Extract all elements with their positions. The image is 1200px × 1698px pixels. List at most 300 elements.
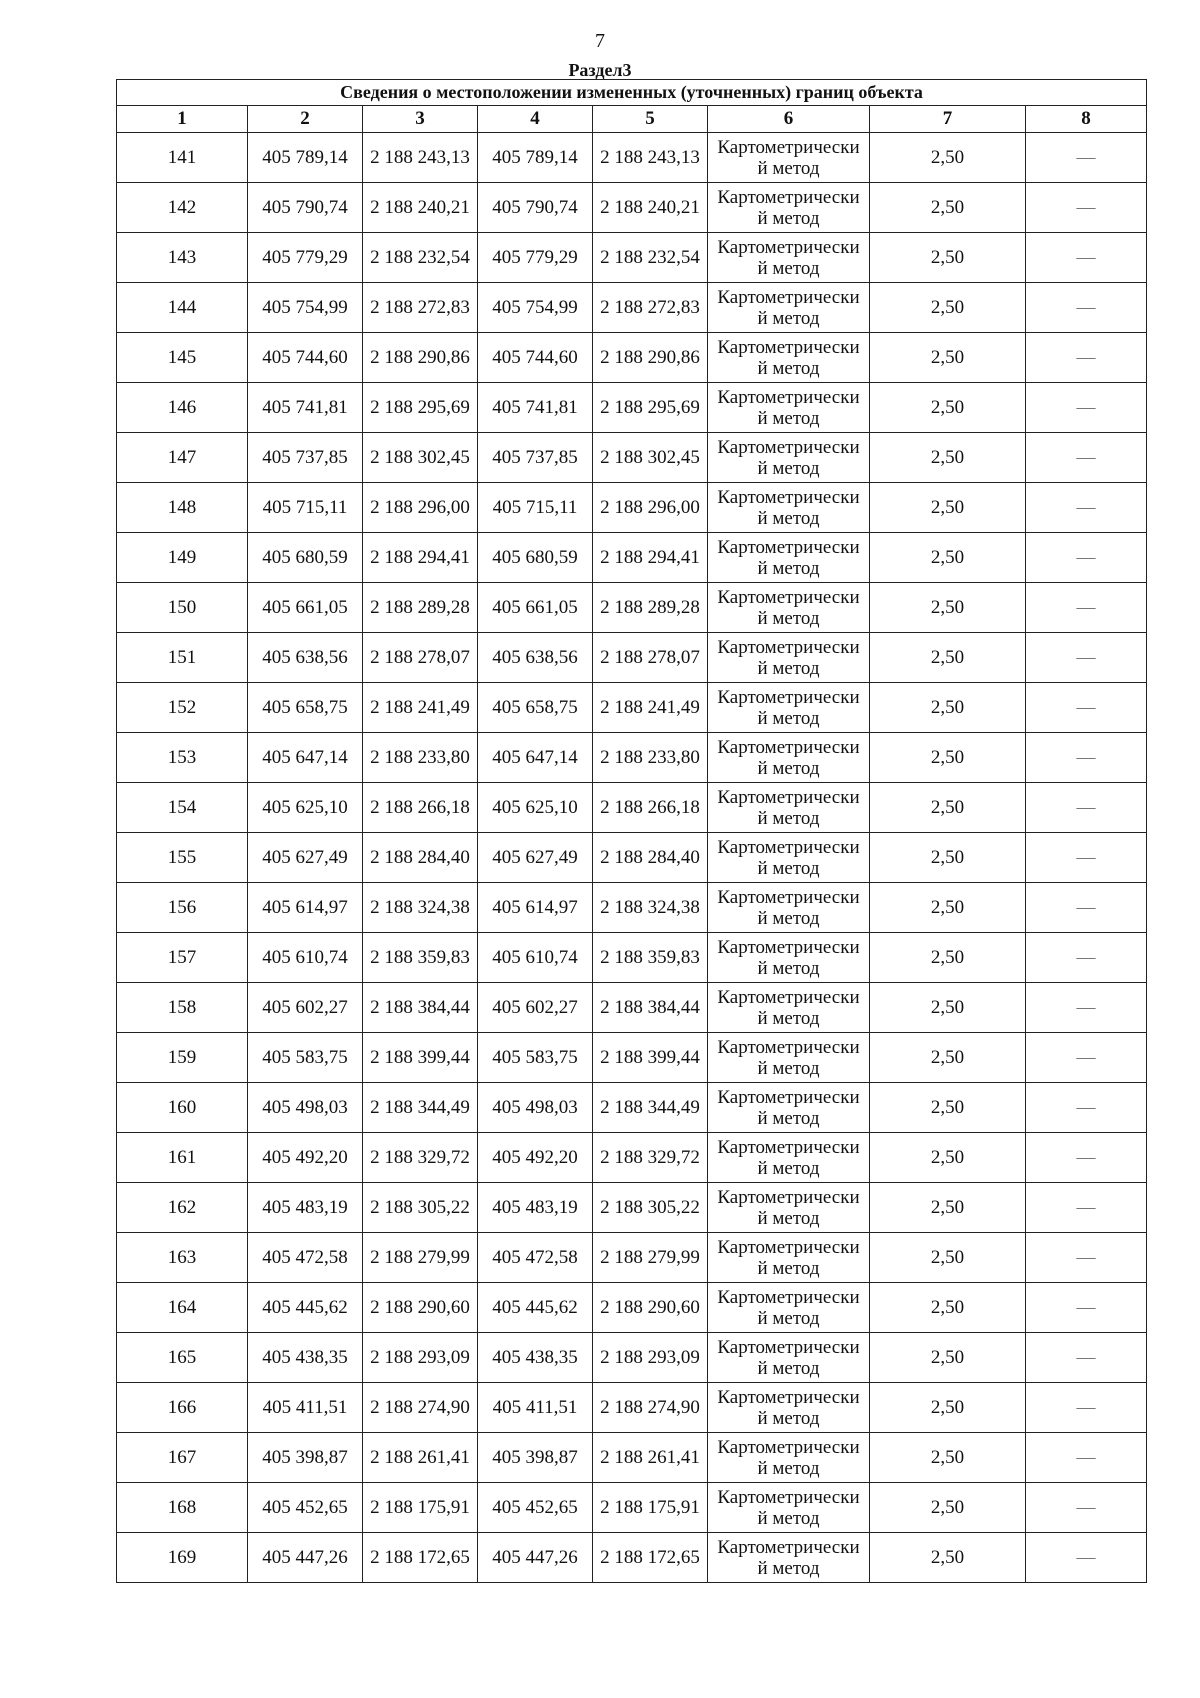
accuracy-cell: 2,50 bbox=[870, 533, 1026, 583]
table-row bbox=[117, 433, 1147, 483]
existing-x-cell: 405 744,60 bbox=[248, 333, 363, 383]
refined-x-cell: 405 790,74 bbox=[478, 183, 593, 233]
method-cell bbox=[708, 1383, 870, 1433]
existing-y-cell: 2 188 324,38 bbox=[363, 883, 478, 933]
refined-y-cell: 2 188 261,41 bbox=[593, 1433, 708, 1483]
point-number-cell: 146 bbox=[117, 383, 248, 433]
method-line-1: Картометрически bbox=[717, 186, 860, 208]
method-line-1: Картометрически bbox=[717, 886, 860, 908]
existing-y-cell: 2 188 289,28 bbox=[363, 583, 478, 633]
method-line-1: Картометрически bbox=[717, 1486, 860, 1508]
accuracy-cell: 2,50 bbox=[870, 1183, 1026, 1233]
refined-x-cell: 405 744,60 bbox=[478, 333, 593, 383]
point-number-cell: 143 bbox=[117, 233, 248, 283]
method-line-2: й метод bbox=[757, 407, 820, 429]
note-cell: — bbox=[1026, 233, 1147, 283]
refined-x-cell: 405 647,14 bbox=[478, 733, 593, 783]
existing-y-cell: 2 188 359,83 bbox=[363, 933, 478, 983]
refined-x-cell: 405 661,05 bbox=[478, 583, 593, 633]
existing-x-cell: 405 789,14 bbox=[248, 133, 363, 183]
point-number-cell: 141 bbox=[117, 133, 248, 183]
note-cell: — bbox=[1026, 533, 1147, 583]
existing-x-cell: 405 398,87 bbox=[248, 1433, 363, 1483]
refined-x-cell: 405 411,51 bbox=[478, 1383, 593, 1433]
existing-y-cell: 2 188 290,86 bbox=[363, 333, 478, 383]
refined-y-cell: 2 188 295,69 bbox=[593, 383, 708, 433]
existing-y-cell: 2 188 302,45 bbox=[363, 433, 478, 483]
point-number-cell: 150 bbox=[117, 583, 248, 633]
method-line-2: й метод bbox=[757, 1557, 820, 1579]
note-cell: — bbox=[1026, 1433, 1147, 1483]
method-line-1: Картометрически bbox=[717, 1386, 860, 1408]
existing-x-cell: 405 737,85 bbox=[248, 433, 363, 483]
point-number-cell: 165 bbox=[117, 1333, 248, 1383]
existing-y-cell: 2 188 240,21 bbox=[363, 183, 478, 233]
existing-x-cell: 405 498,03 bbox=[248, 1083, 363, 1133]
method-cell bbox=[708, 1183, 870, 1233]
table-row bbox=[117, 333, 1147, 383]
existing-x-cell: 405 638,56 bbox=[248, 633, 363, 683]
refined-x-cell: 405 452,65 bbox=[478, 1483, 593, 1533]
existing-x-cell: 405 680,59 bbox=[248, 533, 363, 583]
existing-y-cell: 2 188 294,41 bbox=[363, 533, 478, 583]
method-line-2: й метод bbox=[757, 507, 820, 529]
note-cell: — bbox=[1026, 833, 1147, 883]
note-cell: — bbox=[1026, 583, 1147, 633]
method-cell bbox=[708, 1283, 870, 1333]
method-line-2: й метод bbox=[757, 557, 820, 579]
existing-x-cell: 405 715,11 bbox=[248, 483, 363, 533]
method-line-1: Картометрически bbox=[717, 336, 860, 358]
method-line-2: й метод bbox=[757, 1457, 820, 1479]
method-line-2: й метод bbox=[757, 257, 820, 279]
refined-y-cell: 2 188 294,41 bbox=[593, 533, 708, 583]
refined-y-cell: 2 188 384,44 bbox=[593, 983, 708, 1033]
method-line-1: Картометрически bbox=[717, 1086, 860, 1108]
existing-x-cell: 405 610,74 bbox=[248, 933, 363, 983]
table-caption-row bbox=[117, 80, 1147, 106]
accuracy-cell: 2,50 bbox=[870, 933, 1026, 983]
point-number-cell: 155 bbox=[117, 833, 248, 883]
refined-x-cell: 405 715,11 bbox=[478, 483, 593, 533]
point-number-cell: 159 bbox=[117, 1033, 248, 1083]
point-number-cell: 156 bbox=[117, 883, 248, 933]
method-line-1: Картометрически bbox=[717, 986, 860, 1008]
existing-y-cell: 2 188 279,99 bbox=[363, 1233, 478, 1283]
method-line-2: й метод bbox=[757, 1157, 820, 1179]
accuracy-cell: 2,50 bbox=[870, 183, 1026, 233]
point-number-cell: 162 bbox=[117, 1183, 248, 1233]
column-number: 3 bbox=[363, 106, 478, 133]
existing-x-cell: 405 411,51 bbox=[248, 1383, 363, 1433]
page-number: 7 bbox=[595, 30, 605, 52]
accuracy-cell: 2,50 bbox=[870, 233, 1026, 283]
method-cell bbox=[708, 1433, 870, 1483]
point-number-cell: 164 bbox=[117, 1283, 248, 1333]
existing-x-cell: 405 779,29 bbox=[248, 233, 363, 283]
accuracy-cell: 2,50 bbox=[870, 483, 1026, 533]
method-line-2: й метод bbox=[757, 157, 820, 179]
method-line-1: Картометрически bbox=[717, 386, 860, 408]
table-row bbox=[117, 1083, 1147, 1133]
column-number: 4 bbox=[478, 106, 593, 133]
refined-y-cell: 2 188 344,49 bbox=[593, 1083, 708, 1133]
column-number: 8 bbox=[1026, 106, 1147, 133]
refined-x-cell: 405 737,85 bbox=[478, 433, 593, 483]
method-line-1: Картометрически bbox=[717, 736, 860, 758]
table-title: Сведения о местоположении измененных (уточненных) границ объекта bbox=[117, 80, 1147, 106]
method-line-2: й метод bbox=[757, 307, 820, 329]
method-line-1: Картометрически bbox=[717, 586, 860, 608]
refined-x-cell: 405 602,27 bbox=[478, 983, 593, 1033]
accuracy-cell: 2,50 bbox=[870, 783, 1026, 833]
table-row bbox=[117, 1183, 1147, 1233]
accuracy-cell: 2,50 bbox=[870, 333, 1026, 383]
refined-y-cell: 2 188 241,49 bbox=[593, 683, 708, 733]
table-row bbox=[117, 1433, 1147, 1483]
method-line-2: й метод bbox=[757, 957, 820, 979]
refined-y-cell: 2 188 284,40 bbox=[593, 833, 708, 883]
method-line-1: Картометрически bbox=[717, 936, 860, 958]
table-row bbox=[117, 1383, 1147, 1433]
note-cell: — bbox=[1026, 883, 1147, 933]
note-cell: — bbox=[1026, 1133, 1147, 1183]
method-line-1: Картометрически bbox=[717, 1436, 860, 1458]
accuracy-cell: 2,50 bbox=[870, 1033, 1026, 1083]
method-cell bbox=[708, 1133, 870, 1183]
point-number-cell: 145 bbox=[117, 333, 248, 383]
accuracy-cell: 2,50 bbox=[870, 983, 1026, 1033]
existing-x-cell: 405 625,10 bbox=[248, 783, 363, 833]
note-cell: — bbox=[1026, 1083, 1147, 1133]
method-cell bbox=[708, 783, 870, 833]
refined-x-cell: 405 583,75 bbox=[478, 1033, 593, 1083]
note-cell: — bbox=[1026, 783, 1147, 833]
refined-y-cell: 2 188 290,60 bbox=[593, 1283, 708, 1333]
accuracy-cell: 2,50 bbox=[870, 633, 1026, 683]
method-line-1: Картометрически bbox=[717, 136, 860, 158]
table-row bbox=[117, 1133, 1147, 1183]
point-number-cell: 160 bbox=[117, 1083, 248, 1133]
accuracy-cell: 2,50 bbox=[870, 283, 1026, 333]
existing-y-cell: 2 188 272,83 bbox=[363, 283, 478, 333]
note-cell: — bbox=[1026, 1483, 1147, 1533]
note-cell: — bbox=[1026, 383, 1147, 433]
refined-y-cell: 2 188 293,09 bbox=[593, 1333, 708, 1383]
method-line-1: Картометрически bbox=[717, 1136, 860, 1158]
existing-y-cell: 2 188 274,90 bbox=[363, 1383, 478, 1433]
method-line-2: й метод bbox=[757, 457, 820, 479]
method-line-2: й метод bbox=[757, 357, 820, 379]
note-cell: — bbox=[1026, 1233, 1147, 1283]
table-row bbox=[117, 583, 1147, 633]
method-line-1: Картометрически bbox=[717, 786, 860, 808]
method-line-2: й метод bbox=[757, 1507, 820, 1529]
column-number: 7 bbox=[870, 106, 1026, 133]
table-row bbox=[117, 533, 1147, 583]
point-number-cell: 158 bbox=[117, 983, 248, 1033]
table-row bbox=[117, 1033, 1147, 1083]
method-cell bbox=[708, 383, 870, 433]
point-number-cell: 151 bbox=[117, 633, 248, 683]
method-cell bbox=[708, 883, 870, 933]
note-cell: — bbox=[1026, 133, 1147, 183]
note-cell: — bbox=[1026, 1333, 1147, 1383]
refined-x-cell: 405 789,14 bbox=[478, 133, 593, 183]
table-row bbox=[117, 283, 1147, 333]
method-line-1: Картометрически bbox=[717, 636, 860, 658]
table-row bbox=[117, 1533, 1147, 1583]
refined-x-cell: 405 438,35 bbox=[478, 1333, 593, 1383]
accuracy-cell: 2,50 bbox=[870, 433, 1026, 483]
table-row bbox=[117, 783, 1147, 833]
method-cell bbox=[708, 833, 870, 883]
accuracy-cell: 2,50 bbox=[870, 1133, 1026, 1183]
accuracy-cell: 2,50 bbox=[870, 1083, 1026, 1133]
method-line-1: Картометрически bbox=[717, 686, 860, 708]
note-cell: — bbox=[1026, 933, 1147, 983]
refined-y-cell: 2 188 278,07 bbox=[593, 633, 708, 683]
method-cell bbox=[708, 1033, 870, 1083]
method-cell bbox=[708, 933, 870, 983]
table-row bbox=[117, 633, 1147, 683]
table-row bbox=[117, 1283, 1147, 1333]
table-row bbox=[117, 833, 1147, 883]
refined-x-cell: 405 754,99 bbox=[478, 283, 593, 333]
existing-y-cell: 2 188 233,80 bbox=[363, 733, 478, 783]
method-line-2: й метод bbox=[757, 707, 820, 729]
refined-y-cell: 2 188 240,21 bbox=[593, 183, 708, 233]
refined-y-cell: 2 188 399,44 bbox=[593, 1033, 708, 1083]
point-number-cell: 167 bbox=[117, 1433, 248, 1483]
method-cell bbox=[708, 733, 870, 783]
accuracy-cell: 2,50 bbox=[870, 683, 1026, 733]
existing-x-cell: 405 741,81 bbox=[248, 383, 363, 433]
table-row bbox=[117, 733, 1147, 783]
method-line-2: й метод bbox=[757, 607, 820, 629]
refined-x-cell: 405 498,03 bbox=[478, 1083, 593, 1133]
note-cell: — bbox=[1026, 183, 1147, 233]
existing-x-cell: 405 658,75 bbox=[248, 683, 363, 733]
refined-x-cell: 405 658,75 bbox=[478, 683, 593, 733]
method-cell bbox=[708, 633, 870, 683]
method-line-2: й метод bbox=[757, 1007, 820, 1029]
existing-x-cell: 405 447,26 bbox=[248, 1533, 363, 1583]
accuracy-cell: 2,50 bbox=[870, 833, 1026, 883]
refined-x-cell: 405 445,62 bbox=[478, 1283, 593, 1333]
refined-x-cell: 405 741,81 bbox=[478, 383, 593, 433]
table-row bbox=[117, 233, 1147, 283]
existing-y-cell: 2 188 266,18 bbox=[363, 783, 478, 833]
refined-y-cell: 2 188 233,80 bbox=[593, 733, 708, 783]
existing-y-cell: 2 188 261,41 bbox=[363, 1433, 478, 1483]
existing-x-cell: 405 647,14 bbox=[248, 733, 363, 783]
existing-x-cell: 405 483,19 bbox=[248, 1183, 363, 1233]
method-line-1: Картометрически bbox=[717, 1336, 860, 1358]
method-line-2: й метод bbox=[757, 907, 820, 929]
method-line-2: й метод bbox=[757, 1407, 820, 1429]
method-line-2: й метод bbox=[757, 1107, 820, 1129]
note-cell: — bbox=[1026, 633, 1147, 683]
method-line-2: й метод bbox=[757, 207, 820, 229]
refined-y-cell: 2 188 175,91 bbox=[593, 1483, 708, 1533]
existing-y-cell: 2 188 172,65 bbox=[363, 1533, 478, 1583]
point-number-cell: 168 bbox=[117, 1483, 248, 1533]
point-number-cell: 163 bbox=[117, 1233, 248, 1283]
table-row bbox=[117, 1233, 1147, 1283]
method-cell bbox=[708, 583, 870, 633]
refined-y-cell: 2 188 324,38 bbox=[593, 883, 708, 933]
accuracy-cell: 2,50 bbox=[870, 133, 1026, 183]
existing-y-cell: 2 188 296,00 bbox=[363, 483, 478, 533]
accuracy-cell: 2,50 bbox=[870, 883, 1026, 933]
accuracy-cell: 2,50 bbox=[870, 583, 1026, 633]
table-row bbox=[117, 133, 1147, 183]
method-line-1: Картометрически bbox=[717, 536, 860, 558]
method-cell bbox=[708, 1533, 870, 1583]
accuracy-cell: 2,50 bbox=[870, 1333, 1026, 1383]
method-line-1: Картометрически bbox=[717, 836, 860, 858]
refined-x-cell: 405 483,19 bbox=[478, 1183, 593, 1233]
refined-y-cell: 2 188 359,83 bbox=[593, 933, 708, 983]
method-line-1: Картометрически bbox=[717, 436, 860, 458]
refined-x-cell: 405 398,87 bbox=[478, 1433, 593, 1483]
method-line-1: Картометрически bbox=[717, 1236, 860, 1258]
accuracy-cell: 2,50 bbox=[870, 733, 1026, 783]
method-line-1: Картометрически bbox=[717, 1186, 860, 1208]
refined-y-cell: 2 188 329,72 bbox=[593, 1133, 708, 1183]
method-line-1: Картометрически bbox=[717, 236, 860, 258]
refined-x-cell: 405 472,58 bbox=[478, 1233, 593, 1283]
note-cell: — bbox=[1026, 1283, 1147, 1333]
method-line-1: Картометрически bbox=[717, 1036, 860, 1058]
table-row bbox=[117, 883, 1147, 933]
existing-x-cell: 405 583,75 bbox=[248, 1033, 363, 1083]
existing-y-cell: 2 188 344,49 bbox=[363, 1083, 478, 1133]
existing-y-cell: 2 188 290,60 bbox=[363, 1283, 478, 1333]
refined-y-cell: 2 188 302,45 bbox=[593, 433, 708, 483]
refined-y-cell: 2 188 289,28 bbox=[593, 583, 708, 633]
refined-y-cell: 2 188 305,22 bbox=[593, 1183, 708, 1233]
method-line-2: й метод bbox=[757, 807, 820, 829]
existing-x-cell: 405 602,27 bbox=[248, 983, 363, 1033]
note-cell: — bbox=[1026, 483, 1147, 533]
boundary-coordinates-table bbox=[116, 79, 1147, 1583]
existing-y-cell: 2 188 384,44 bbox=[363, 983, 478, 1033]
existing-y-cell: 2 188 278,07 bbox=[363, 633, 478, 683]
existing-y-cell: 2 188 241,49 bbox=[363, 683, 478, 733]
refined-y-cell: 2 188 279,99 bbox=[593, 1233, 708, 1283]
refined-y-cell: 2 188 243,13 bbox=[593, 133, 708, 183]
method-cell bbox=[708, 183, 870, 233]
note-cell: — bbox=[1026, 983, 1147, 1033]
existing-x-cell: 405 790,74 bbox=[248, 183, 363, 233]
method-cell bbox=[708, 983, 870, 1033]
method-cell bbox=[708, 683, 870, 733]
method-line-1: Картометрически bbox=[717, 486, 860, 508]
existing-x-cell: 405 445,62 bbox=[248, 1283, 363, 1333]
method-line-1: Картометрически bbox=[717, 286, 860, 308]
method-line-2: й метод bbox=[757, 1307, 820, 1329]
point-number-cell: 169 bbox=[117, 1533, 248, 1583]
refined-x-cell: 405 492,20 bbox=[478, 1133, 593, 1183]
table-row bbox=[117, 183, 1147, 233]
refined-x-cell: 405 627,49 bbox=[478, 833, 593, 883]
existing-x-cell: 405 492,20 bbox=[248, 1133, 363, 1183]
method-cell bbox=[708, 533, 870, 583]
accuracy-cell: 2,50 bbox=[870, 1283, 1026, 1333]
note-cell: — bbox=[1026, 333, 1147, 383]
existing-x-cell: 405 614,97 bbox=[248, 883, 363, 933]
method-line-2: й метод bbox=[757, 1207, 820, 1229]
accuracy-cell: 2,50 bbox=[870, 1483, 1026, 1533]
point-number-cell: 144 bbox=[117, 283, 248, 333]
existing-x-cell: 405 438,35 bbox=[248, 1333, 363, 1383]
existing-x-cell: 405 472,58 bbox=[248, 1233, 363, 1283]
column-number: 2 bbox=[248, 106, 363, 133]
method-cell bbox=[708, 233, 870, 283]
refined-y-cell: 2 188 232,54 bbox=[593, 233, 708, 283]
point-number-cell: 148 bbox=[117, 483, 248, 533]
method-cell bbox=[708, 1233, 870, 1283]
accuracy-cell: 2,50 bbox=[870, 1533, 1026, 1583]
note-cell: — bbox=[1026, 1533, 1147, 1583]
existing-y-cell: 2 188 293,09 bbox=[363, 1333, 478, 1383]
section-title: Раздел3 bbox=[568, 60, 632, 80]
point-number-cell: 152 bbox=[117, 683, 248, 733]
refined-x-cell: 405 614,97 bbox=[478, 883, 593, 933]
note-cell: — bbox=[1026, 683, 1147, 733]
refined-x-cell: 405 779,29 bbox=[478, 233, 593, 283]
column-number: 5 bbox=[593, 106, 708, 133]
refined-y-cell: 2 188 290,86 bbox=[593, 333, 708, 383]
existing-y-cell: 2 188 232,54 bbox=[363, 233, 478, 283]
accuracy-cell: 2,50 bbox=[870, 1233, 1026, 1283]
point-number-cell: 149 bbox=[117, 533, 248, 583]
table-row bbox=[117, 983, 1147, 1033]
point-number-cell: 157 bbox=[117, 933, 248, 983]
note-cell: — bbox=[1026, 1383, 1147, 1433]
refined-x-cell: 405 625,10 bbox=[478, 783, 593, 833]
existing-x-cell: 405 754,99 bbox=[248, 283, 363, 333]
point-number-cell: 147 bbox=[117, 433, 248, 483]
method-cell bbox=[708, 1333, 870, 1383]
accuracy-cell: 2,50 bbox=[870, 1433, 1026, 1483]
point-number-cell: 142 bbox=[117, 183, 248, 233]
method-cell bbox=[708, 433, 870, 483]
method-line-1: Картометрически bbox=[717, 1286, 860, 1308]
note-cell: — bbox=[1026, 1183, 1147, 1233]
note-cell: — bbox=[1026, 433, 1147, 483]
table-row bbox=[117, 1333, 1147, 1383]
method-line-1: Картометрически bbox=[717, 1536, 860, 1558]
refined-x-cell: 405 610,74 bbox=[478, 933, 593, 983]
refined-y-cell: 2 188 266,18 bbox=[593, 783, 708, 833]
refined-y-cell: 2 188 172,65 bbox=[593, 1533, 708, 1583]
table-row bbox=[117, 1483, 1147, 1533]
refined-y-cell: 2 188 274,90 bbox=[593, 1383, 708, 1433]
point-number-cell: 161 bbox=[117, 1133, 248, 1183]
method-line-2: й метод bbox=[757, 657, 820, 679]
method-cell bbox=[708, 283, 870, 333]
existing-y-cell: 2 188 399,44 bbox=[363, 1033, 478, 1083]
table-row bbox=[117, 933, 1147, 983]
existing-y-cell: 2 188 305,22 bbox=[363, 1183, 478, 1233]
existing-x-cell: 405 627,49 bbox=[248, 833, 363, 883]
existing-y-cell: 2 188 243,13 bbox=[363, 133, 478, 183]
existing-y-cell: 2 188 175,91 bbox=[363, 1483, 478, 1533]
existing-x-cell: 405 661,05 bbox=[248, 583, 363, 633]
